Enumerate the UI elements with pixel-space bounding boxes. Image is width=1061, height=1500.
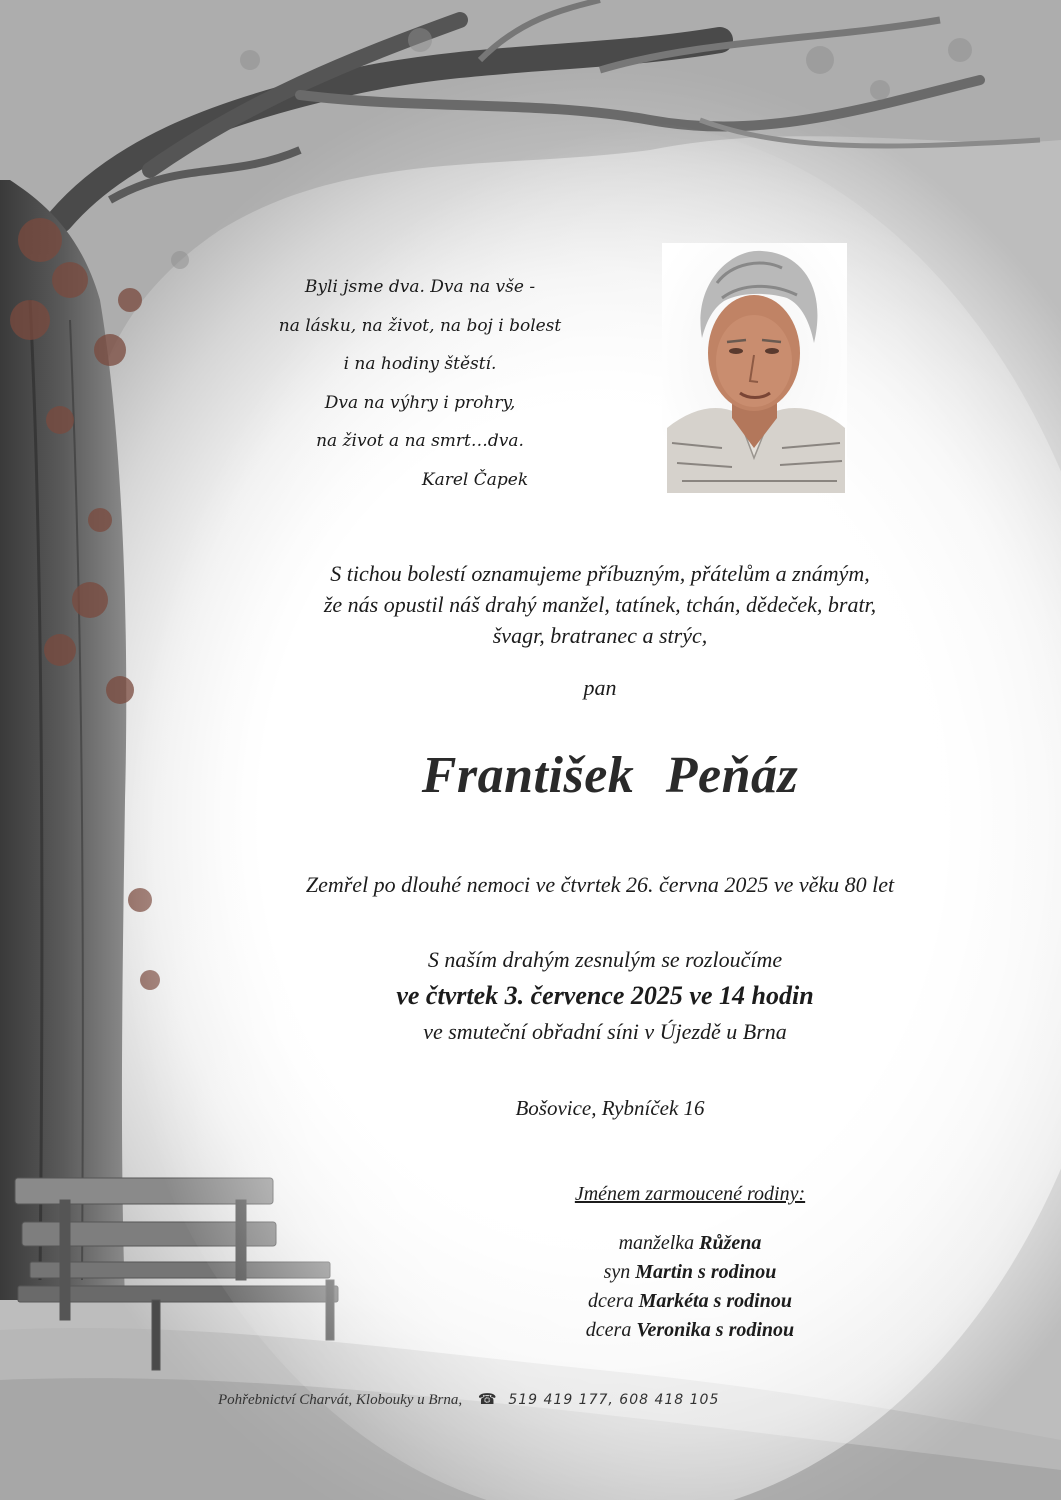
phone-numbers: 519 419 177, 608 418 105	[508, 1392, 720, 1408]
announcement-line: S tichou bolestí oznamujeme příbuzným, přátelům a známým,	[330, 561, 870, 586]
ceremony-datetime: ve čtvrtek 3. července 2025 ve 14 hodin	[396, 981, 814, 1010]
family-heading: Jménem zarmoucené rodiny:	[574, 1183, 806, 1205]
announcement-line: že nás opustil náš drahý manžel, tatínek, tchán, dědeček, bratr,	[323, 592, 877, 617]
funeral-company: Pohřebnictví Charvát, Klobouky u Brna,	[218, 1392, 463, 1408]
family-member	[520, 1229, 860, 1258]
relation: dcera	[585, 1319, 637, 1341]
poem-line: i na hodiny štěstí.	[343, 354, 497, 374]
family-member	[520, 1316, 860, 1345]
phone-icon: ☎	[477, 1392, 497, 1408]
relation: syn	[603, 1261, 636, 1283]
poem-line: Byli jsme dva. Dva na vše -	[304, 277, 536, 297]
poem-line: Dva na výhry i prohry,	[324, 392, 516, 413]
family-member	[520, 1258, 860, 1287]
announcement-line: švagr, bratranec a strýc,	[492, 623, 708, 648]
poem-line: na život a na smrt…dva.	[316, 431, 524, 451]
relation: manželka	[618, 1232, 700, 1254]
funeral-service-footer	[218, 1390, 838, 1409]
salutation: pan	[583, 675, 617, 700]
portrait-photo	[662, 243, 847, 493]
family-address: Bošovice, Rybníček 16	[515, 1096, 705, 1120]
death-notice: Zemřel po dlouhé nemoci ve čtvrtek 26. června 2025 ve věku 80 let	[305, 872, 895, 897]
member-name: Martin s rodinou	[635, 1261, 777, 1283]
family-signature	[520, 1180, 860, 1345]
member-name: Markéta s rodinou	[638, 1290, 792, 1312]
member-name: Veronika s rodinou	[636, 1319, 795, 1341]
family-member	[520, 1287, 860, 1316]
poem-author: Karel Čapek	[421, 469, 529, 490]
member-name: Růžena	[699, 1232, 762, 1254]
deceased-name: František Peňáz	[421, 747, 799, 804]
ceremony-intro: S naším drahým zesnulým se rozloučíme	[427, 947, 783, 972]
relation: dcera	[588, 1290, 639, 1312]
poem	[250, 268, 590, 499]
poem-line: na lásku, na život, na boj i bolest	[278, 315, 562, 336]
ceremony-info	[270, 942, 940, 1050]
announcement-text	[240, 558, 960, 651]
ceremony-location: ve smuteční obřadní síni v Újezdě u Brna	[423, 1019, 787, 1044]
